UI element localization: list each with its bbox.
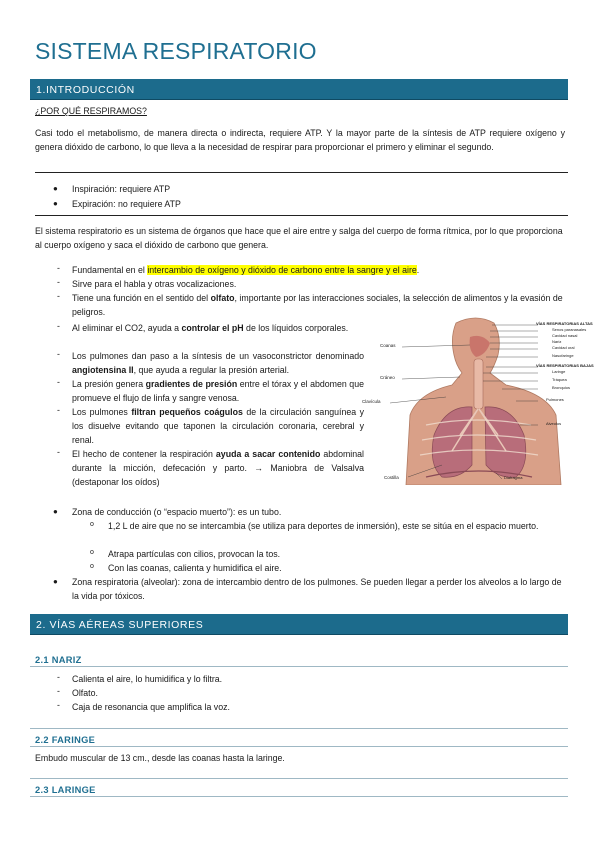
figure-label: Cavidad nasal xyxy=(552,333,578,338)
nariz-item-3: Caja de resonancia que amplifica la voz. xyxy=(72,702,230,712)
divider-line xyxy=(35,172,568,173)
question-heading: ¿POR QUÉ RESPIRAMOS? xyxy=(35,106,147,116)
section-1-heading: 1.INTRODUCCIÓN xyxy=(30,79,568,100)
figure-label: Clavícula xyxy=(362,399,381,404)
figure-label: Diafragma xyxy=(504,475,523,480)
figure-label: Nariz xyxy=(552,339,562,344)
page-title: SISTEMA RESPIRATORIO xyxy=(35,38,317,64)
list-item-habla: Sirve para el habla y otras vocalizaciones. xyxy=(72,279,237,289)
nariz-item-2: Olfato. xyxy=(72,688,98,698)
figure-label: Nasofaringe xyxy=(552,353,574,358)
list-item-presion: La presión genera gradientes de presión entre el tórax y el abdomen que promueve el flujo de linfa y sangre venosa. xyxy=(72,379,364,403)
figure-label: Laringe xyxy=(552,369,566,374)
divider-line xyxy=(35,215,568,216)
subsection-faringe-title: 2.2 FARINGE xyxy=(35,735,96,745)
bullet-mark: ● xyxy=(53,577,58,586)
respiratory-anatomy-figure xyxy=(362,315,594,485)
figure-label: Cráneo xyxy=(380,375,395,380)
definition-paragraph: El sistema respiratorio es un sistema de órganos que hace que el aire entre y salga del cuerpo de forma rítmica, por lo que proporciona al cuerpo oxígeno y saca el dióxido de carbono que genera. xyxy=(35,226,563,250)
subsection-laringe-title: 2.3 LARINGE xyxy=(35,785,96,795)
anatomy-illustration xyxy=(386,315,566,485)
list-item-valsalva: El hecho de contener la respiración ayuda a sacar contenido abdominal durante la micción, defecación y parto. → Maniobra de Valsalva (destaponar los oídos) xyxy=(72,449,364,487)
bullet-inspiracion: Inspiración: requiere ATP xyxy=(72,184,171,194)
bullet-mark: ● xyxy=(53,507,58,516)
nariz-item-1: Calienta el aire, lo humidifica y lo filtra. xyxy=(72,674,223,684)
document-page: SISTEMA RESPIRATORIO 1.INTRODUCCIÓN ¿POR QUÉ RESPIRAMOS? Casi todo el metabolismo, de manera directa o indirecta, requiere ATP. Y la mayor parte de la síntesis de ATP requiere oxígeno y genera dióxido de carbono, lo que lleva a la necesidad de respirar para proporcionar el primero y eliminar el segundo. ● Inspiración: requiere ATP ● Expiración: no requiere ATP El sistema respiratorio es un sistema de órganos que hace que el aire entre y salga del cuerpo de forma rítmica, por lo que proporciona al cuerpo oxígeno y saca el dióxido de carbono que genera. - Fundamental en el intercambio de oxígeno y dióxido de carbono entre la sangre y el aire. - Sirve para el habla y otras vocalizaciones. - Tiene una función en el sentido del olfato, importante por las interacciones sociales, la selección de alimentos y la evasión de peligros. - Al eliminar el CO2, ayuda a controlar el pH de los líquidos corporales. - Los pulmones dan paso a la síntesis de un vasoconstrictor denominado angiotensina II, que ayuda a regular la presión arterial. - La presión genera gradientes de presión entre el tórax y el abdomen que promueve el flujo de linfa y sangre venosa. - Los pulmones filtran pequeños coágulos de la circulación sanguínea y los disuelve evitando que taponen la circulación coronaria, cerebral y renal. - El hecho de contener la respiración ayuda a sacar contenido abdominal durante la micción, defecación y parto. → Maniobra de Valsalva (destaponar los oídos) Coanas Cráneo Clavícula Costilla VÍAS RESPIRATORIAS ALTAS Senos paranasales Cavidad nasal Nariz Cavidad oral Nasofaringe VÍAS RESPIRATORIAS BAJAS Laringe Tráquea Bronquios Pulmones Alveolos Diafragma ● Zona de conducción (o “espacio muerto”): es un tubo. o 1,2 L de aire que no se intercambia (se utiliza para deportes de inmersión), este se sitúa en el espacio muerto. o Atrapa partículas con cilios, provocan la tos. o Con las coanas, calienta y humidifica el aire. ● Zona respiratoria (alveolar): zona de intercambio dentro de los pulmones. Se pueden llegar a perder los alveolos a lo largo de la vida por tóxicos. 2. VÍAS AÉREAS SUPERIORES 2.1 NARIZ - Calienta el aire, lo humidifica y lo filtra. - Olfato. - Caja de resonancia que amplifica la voz. 2.2 FARINGE Embudo muscular de 13 cm., desde las coanas hasta la laringe. 2.3 LARINGE xyxy=(0,0,599,848)
zone-conduccion-sub-1: 1,2 L de aire que no se intercambia (se utiliza para deportes de inmersión), este se sitúa en el espacio muerto. xyxy=(108,521,539,531)
figure-label: Costilla xyxy=(384,475,399,480)
bullet-mark: ● xyxy=(53,184,58,193)
figure-label: Cavidad oral xyxy=(552,345,575,350)
section-2-heading: 2. VÍAS AÉREAS SUPERIORES xyxy=(30,614,568,635)
figure-label: Alveolos xyxy=(546,421,562,426)
intro-paragraph: Casi todo el metabolismo, de manera directa o indirecta, requiere ATP. Y la mayor parte de la síntesis de ATP requiere oxígeno y genera dióxido de carbono, lo que lleva a la necesidad de respirar para proporcionar el primero y eliminar el segundo. xyxy=(35,128,565,152)
list-item-ph: Al eliminar el CO2, ayuda a controlar el pH de los líquidos corporales. xyxy=(72,323,349,333)
figure-label: Bronquios xyxy=(552,385,571,390)
zone-respiratoria: Zona respiratoria (alveolar): zona de intercambio dentro de los pulmones. Se pueden llegar a perder los alveolos a lo largo de la vida por tóxicos. xyxy=(72,577,562,601)
list-item-coagulos: Los pulmones filtran pequeños coágulos de la circulación sanguínea y los disuelve evitando que taponen la circulación coronaria, cerebral y renal. xyxy=(72,407,365,445)
bullet-expiracion: Expiración: no requiere ATP xyxy=(72,199,181,209)
bullet-mark: ● xyxy=(53,199,58,208)
list-item-angiotensina: Los pulmones dan paso a la síntesis de un vasoconstrictor denominado angiotensina II, que ayuda a regular la presión arterial. xyxy=(72,351,364,375)
figure-label: Pulmones xyxy=(546,397,564,402)
figure-label: Senos paranasales xyxy=(552,327,587,332)
subsection-nariz-title: 2.1 NARIZ xyxy=(35,655,82,665)
zone-conduccion-sub-2: Atrapa partículas con cilios, provocan la tos. xyxy=(108,549,281,559)
figure-label: Tráquea xyxy=(552,377,567,382)
figure-label: VÍAS RESPIRATORIAS BAJAS xyxy=(536,363,594,368)
figure-label: Coanas xyxy=(380,343,396,348)
figure-label: VÍAS RESPIRATORIAS ALTAS xyxy=(536,321,593,326)
zone-conduccion: Zona de conducción (o “espacio muerto”): es un tubo. xyxy=(72,507,282,517)
zone-conduccion-sub-3: Con las coanas, calienta y humidifica el aire. xyxy=(108,563,282,573)
list-item-olfato: Tiene una función en el sentido del olfato, importante por las interacciones sociales, la selección de alimentos y la evasión de peligros. xyxy=(72,293,563,317)
list-item-intercambio: Fundamental en el intercambio de oxígeno y dióxido de carbono entre la sangre y el aire. xyxy=(72,265,420,275)
faringe-text: Embudo muscular de 13 cm., desde las coanas hasta la laringe. xyxy=(35,753,285,763)
